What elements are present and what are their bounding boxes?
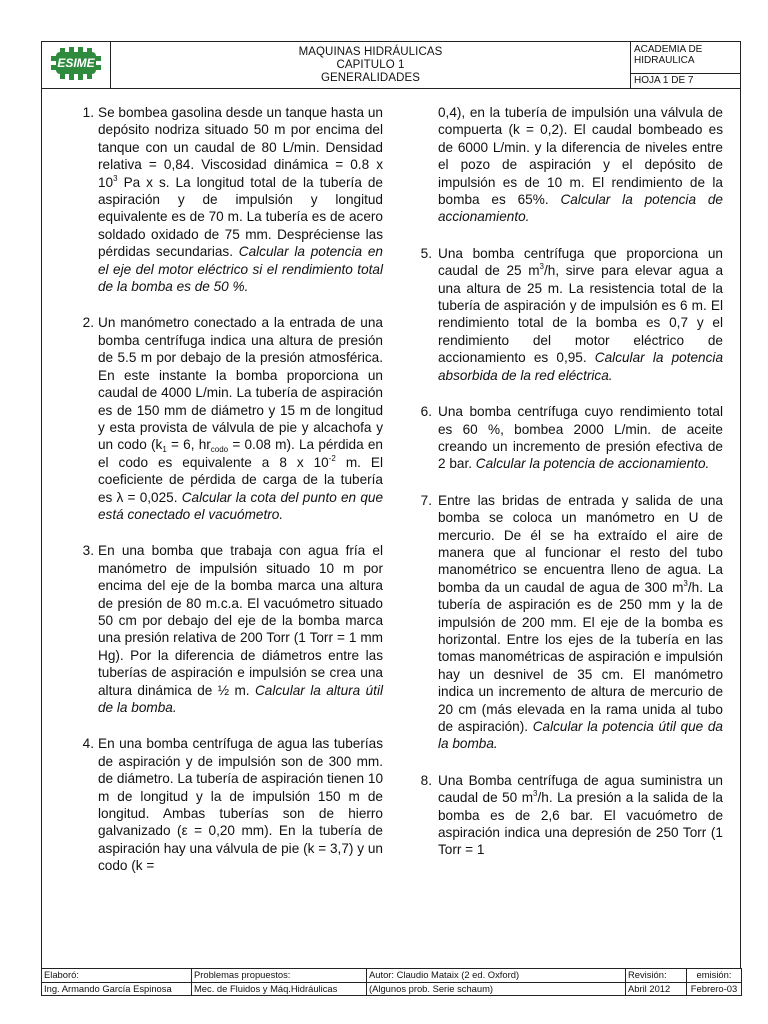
footer-emission-date: Febrero-03 [687,982,742,996]
problem-1 [82,104,383,295]
document-header [41,41,741,89]
gear-logo-icon [46,46,106,82]
problem-question: Calcular la potencia en el eje del motor eléctrico si el rendimiento total de la bomba es de 50 %. [98,244,383,295]
left-column [82,104,383,894]
problem-number: 5. [420,245,432,261]
problem-3 [82,542,383,716]
problem-2 [82,314,383,523]
problem-text: /h. La presión a la salida de la bomba es de 2,6 bar. El vacuómetro de aspiración indica una depresión de 250 Torr (1 Torr = 1 [438,790,723,858]
footer-author-name: Ing. Armando García Espinosa [42,982,192,996]
problem-text: 0,4), en la tubería de impulsión una válvula de compuerta (k = 0,2). El caudal bombeado es de 6000 L/min. y la diferencia de niveles entre el pozo de aspiración y el depósito de impulsión es de 10 m. El rendimiento de la bomba es 65%. [438,105,723,208]
problem-text: Pa x s. La longitud total de la tubería de aspiración y de impulsión y longitud equivalente es de 70 m. La tubería es de acero soldado oxidado de 75 mm. Despréciense las pérdidas secundarias. [98,174,383,260]
problem-4-part-1 [82,735,383,874]
superscript: -2 [328,453,336,463]
footer-label-revision: Revisión: [626,969,687,983]
document-footer [41,968,742,996]
superscript: 3 [113,173,118,183]
problem-text: Una bomba centrífuga que proporciona un caudal de 25 m [438,245,723,279]
content-frame [41,89,741,969]
problem-question: Calcular la potencia absorbida de la red eléctrica. [438,350,723,383]
problem-number: 2. [82,315,94,331]
subscript: codo [210,445,229,455]
problem-question: Calcular la altura útil de la bomba. [98,682,383,715]
academy-line-1: ACADEMIA DE [634,44,703,55]
right-column [420,104,724,878]
footer-label-author: Elaboró: [42,969,192,983]
footer-label-source: Autor: Claudio Mataix (2 ed. Oxford) [367,969,626,983]
problem-4-part-2 [438,104,723,226]
superscript: 3 [539,262,544,272]
superscript: 3 [533,789,538,799]
problem-5 [420,245,724,384]
problem-question: Calcular la potencia de accionamiento. [475,456,710,472]
document-page [41,41,741,996]
problem-number: 7. [420,492,432,508]
problem-text: /h. La tubería de aspiración es de 250 mm y la de impulsión de 200 mm. El eje de la bomba es horizontal. Entre los ejes de la tubería en las tomas manométricas de aspiración e impulsión hay un desnivel de 35 cm. El manómetro indica un incremento de altura de mercurio de 20 cm (más elevada en la rama unida al tubo de aspiración). [438,579,723,734]
problem-text: = 6, hr [166,437,211,453]
problem-text: Entre las bridas de entrada y salida de una bomba se coloca un manómetro en U de mercurio. De él se ha extraído el aire de manera que al funcionar el resto del tubo manométrico se encuentra lleno de agua. La bomba da un caudal de agua de 300 m [438,492,723,595]
problem-6 [420,403,723,473]
problem-text: En una bomba que trabaja con agua fría el manómetro de impulsión situado 10 m por encima del eje de la bomba marca una altura de presión de 80 m.c.a. El vacuómetro situado 50 cm por debajo del eje de la bomba marca una presión relativa de 200 Torr (1 Torr = 1 mm Hg). Por la diferencia de diámetros entre las tuberías de aspiración e impulsión se crea una altura dinámica de ½ m. [98,543,383,698]
problem-text: Un manómetro conectado a la entrada de una bomba centrífuga indica una altura de presión de 5.5 m por debajo de la presión atmosférica. En este instante la bomba proporciona un caudal de 4000 L/min. La tubería de aspiración es de 150 mm de diámetro y 15 m de longitud y esta provista de válvula de pie y alcachofa y un codo (k [98,315,383,453]
problem-number: 1. [82,105,94,120]
problem-8 [420,772,723,859]
superscript: 3 [683,578,688,588]
problem-question: Calcular la potencia útil que da la bomba. [438,719,723,752]
footer-label-emission: emisión: [687,969,742,983]
page-count: HOJA 1 DE 7 [631,74,741,89]
problem-number: 4. [82,736,94,752]
chapter-title: CAPITULO 1 [336,58,405,71]
problem-text: = 0.08 m). La pérdida en el codo es equivalente a 8 x 10 [98,437,383,470]
esime-logo [42,42,111,89]
footer-revision-date: Abril 2012 [626,982,687,996]
footer-subject: Mec. de Fluidos y Máq.Hidráulicas [192,982,367,996]
course-title: MAQUINAS HIDRÁULICAS [298,45,443,58]
problem-number: 6. [420,404,432,420]
problem-question: Calcular la potencia de accionamiento. [438,192,723,225]
footer-source-note: (Algunos prob. Serie schaum) [367,982,626,996]
problem-text: m. El coeficiente de pérdida de carga de la tubería es λ = 0,025. [98,454,383,505]
document-title-block [111,42,631,89]
section-title: GENERALIDADES [320,71,421,84]
problem-text: Una Bomba centrífuga de agua suministra un caudal de 50 m [438,772,723,806]
subscript: 1 [162,445,167,455]
problem-number: 3. [82,543,94,559]
problem-number: 8. [420,772,432,788]
problem-text: En una bomba centrífuga de agua las tuberías de aspiración y de impulsión son de 300 mm. de diámetro. La tubería de aspiración tienen 10 m de longitud y la de impulsión 150 m de longitud. Ambas tuberías son de hierro galvanizado (ε = 0,20 mm). En la tubería de aspiración hay una válvula de pie (k = 3,7) y un codo (k = [98,736,383,874]
problem-text: /h, sirve para elevar agua a una altura de 25 m. La resistencia total de la tubería de aspiración y de impulsión es 6 m. El rendimiento total de la bomba es 0,7 y el rendimiento del motor eléctrico de accionamiento es 0,95. [438,263,724,366]
problem-7 [420,492,723,753]
problem-text: Se bombea gasolina desde un tanque hasta un depósito nodriza situado 50 m por encima del tanque con un caudal de 80 L/min. Densidad relativa = 0,84. Viscosidad dinámica = 0.8 x 10 [98,105,383,190]
problem-text: Una bomba centrífuga cuyo rendimiento total es 60 %, bombea 2000 L/min. de aceite creando un incremento de presión efectiva de 2 bar. [438,404,723,472]
logo-text: ESIME [57,55,95,70]
footer-label-problems: Problemas propuestos: [192,969,367,983]
academy-line-2: HIDRAULICA [634,54,695,66]
problem-question: Calcular la cota del punto en que está conectado el vacuómetro. [98,489,383,522]
academy-cell [631,42,741,74]
